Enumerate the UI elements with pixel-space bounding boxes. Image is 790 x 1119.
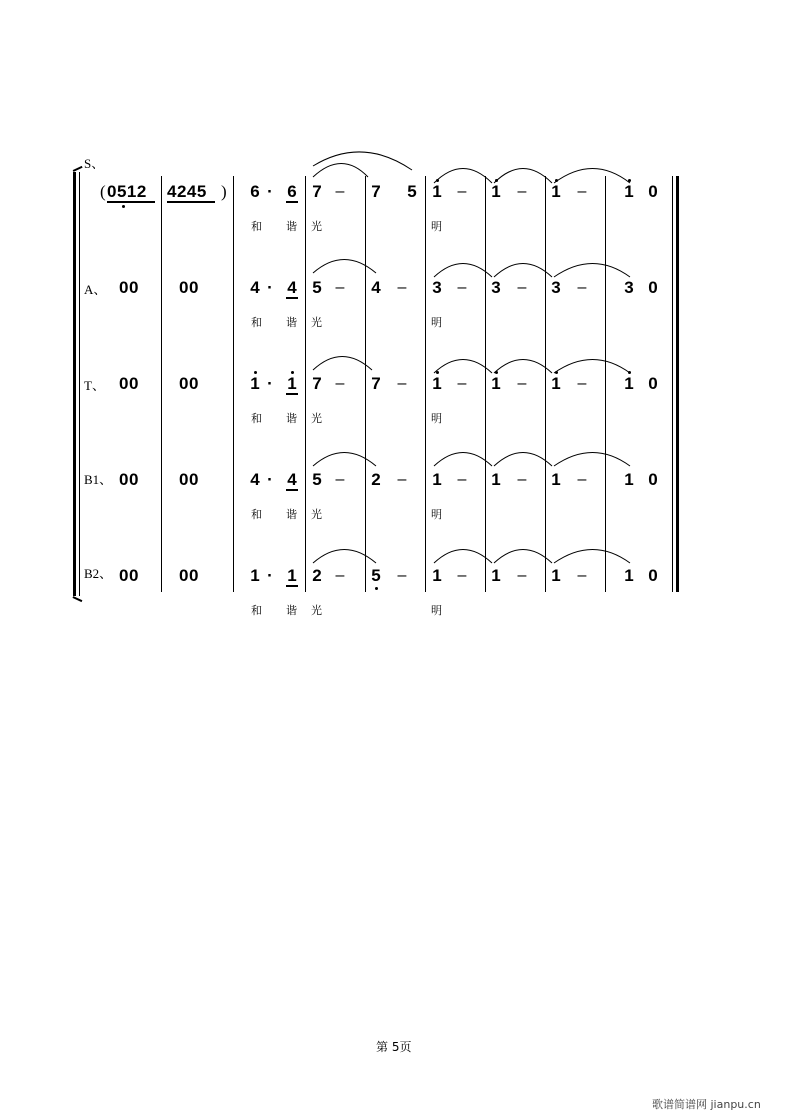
note: 2: [371, 470, 381, 489]
lyric: 和: [251, 316, 262, 329]
part-label: A、: [84, 282, 107, 297]
note: 7: [312, 374, 322, 393]
measure-notes: 00: [119, 374, 139, 393]
note: 4: [287, 470, 297, 489]
note: 6: [287, 182, 297, 201]
note: 1: [491, 374, 501, 393]
lyric: 和: [251, 508, 262, 521]
dash: –: [335, 183, 345, 200]
underline: [286, 489, 298, 491]
measure-notes: 00: [179, 566, 199, 585]
dash: –: [577, 471, 587, 488]
measure-notes: 00: [179, 470, 199, 489]
lyric: 明: [431, 604, 442, 617]
lyric: 明: [431, 412, 442, 425]
underline: [286, 201, 298, 203]
high-dot: [436, 371, 439, 374]
tie: [434, 169, 492, 184]
lyric: 光: [311, 604, 322, 617]
note: 1: [432, 182, 442, 201]
note: 1: [624, 182, 634, 201]
dash: –: [457, 183, 467, 200]
high-dot: [495, 371, 498, 374]
part-label: T、: [84, 378, 105, 393]
tie: [554, 169, 630, 184]
dash: –: [517, 375, 527, 392]
dot-duration: ·: [267, 278, 273, 297]
watermark: 歌谱简谱网 jianpu.cn: [652, 1098, 761, 1111]
page-number: 第 5页: [376, 1040, 412, 1054]
dash: –: [577, 375, 587, 392]
dash: –: [335, 471, 345, 488]
dash: –: [457, 471, 467, 488]
lyric: 光: [311, 508, 322, 521]
measure-notes: 00: [119, 470, 139, 489]
dash: –: [577, 279, 587, 296]
note: 0: [648, 182, 658, 201]
dash: –: [335, 567, 345, 584]
note: 2: [312, 566, 322, 585]
note: 3: [432, 278, 442, 297]
dot-duration: ·: [267, 182, 273, 201]
part-label: B1、: [84, 472, 113, 487]
note: 3: [491, 278, 501, 297]
note: 0: [648, 470, 658, 489]
note: 1: [491, 182, 501, 201]
high-dot: [495, 179, 498, 182]
lyric: 谐: [286, 412, 297, 425]
note: 1: [624, 374, 634, 393]
dash: –: [517, 567, 527, 584]
note: 1: [624, 470, 634, 489]
note: 1: [287, 566, 297, 585]
dash: –: [577, 567, 587, 584]
lyric: 谐: [286, 604, 297, 617]
dash: –: [397, 567, 407, 584]
note: 5: [312, 278, 322, 297]
underline: [286, 585, 298, 587]
high-dot: [555, 179, 558, 182]
note: 0: [648, 566, 658, 585]
dash: –: [517, 279, 527, 296]
dash: –: [517, 471, 527, 488]
note: 3: [551, 278, 561, 297]
dash: –: [335, 375, 345, 392]
note: 1: [287, 374, 297, 393]
high-dot: [436, 179, 439, 182]
low-dot: [122, 205, 125, 208]
note: 4: [371, 278, 381, 297]
dash: –: [577, 183, 587, 200]
tie: [313, 260, 376, 274]
dash: –: [457, 567, 467, 584]
tie: [494, 550, 552, 564]
measure-notes: 00: [119, 278, 139, 297]
note: 1: [551, 566, 561, 585]
measure-notes: 00: [179, 278, 199, 297]
note: 4: [287, 278, 297, 297]
dot-duration: ·: [267, 374, 273, 393]
lyric: 光: [311, 220, 322, 233]
high-dot: [555, 371, 558, 374]
lyric: 谐: [286, 508, 297, 521]
dash: –: [397, 471, 407, 488]
tie: [494, 453, 552, 467]
note: 1: [551, 182, 561, 201]
note: 1: [432, 566, 442, 585]
underline: [286, 393, 298, 395]
measure-notes: 0512: [107, 182, 147, 201]
high-dot: [291, 371, 294, 374]
lyric: 和: [251, 412, 262, 425]
low-dot: [375, 587, 378, 590]
tie: [494, 360, 552, 374]
tie: [554, 360, 630, 374]
lyric: 谐: [286, 316, 297, 329]
note: 1: [250, 374, 260, 393]
tie: [434, 360, 492, 374]
measure-notes: 00: [119, 566, 139, 585]
note: 7: [371, 374, 381, 393]
dot-duration: ·: [267, 470, 273, 489]
lyric: 光: [311, 412, 322, 425]
note: 5: [371, 566, 381, 585]
note: 1: [250, 566, 260, 585]
tie: [494, 264, 552, 278]
note: 6: [250, 182, 260, 201]
high-dot: [254, 371, 257, 374]
note: 1: [624, 566, 634, 585]
tie: [313, 550, 376, 564]
note: 0: [648, 278, 658, 297]
close-paren: ): [221, 182, 227, 201]
tie: [313, 453, 376, 467]
lyric: 谐: [286, 220, 297, 233]
dash: –: [457, 375, 467, 392]
part-label: S、: [84, 156, 105, 171]
tie: [313, 164, 368, 178]
note: 3: [624, 278, 634, 297]
dash: –: [517, 183, 527, 200]
tie: [554, 550, 630, 564]
high-dot: [628, 371, 631, 374]
tie: [313, 357, 372, 371]
note: 5: [407, 182, 417, 201]
dash: –: [457, 279, 467, 296]
dash: –: [335, 279, 345, 296]
tie: [313, 152, 412, 170]
tie: [554, 264, 630, 278]
lyric: 和: [251, 604, 262, 617]
note: 1: [551, 374, 561, 393]
note: 4: [250, 470, 260, 489]
underline: [167, 201, 215, 203]
note: 1: [432, 374, 442, 393]
open-paren: (: [100, 182, 106, 201]
lyric: 和: [251, 220, 262, 233]
note: 1: [491, 470, 501, 489]
high-dot: [628, 179, 631, 182]
lyric: 明: [431, 316, 442, 329]
note: 7: [312, 182, 322, 201]
lyric: 光: [311, 316, 322, 329]
note: 0: [648, 374, 658, 393]
tie: [434, 550, 492, 564]
note: 4: [250, 278, 260, 297]
tie: [434, 453, 492, 467]
lyric: 明: [431, 508, 442, 521]
measure-notes: 00: [179, 374, 199, 393]
part-label: B2、: [84, 566, 113, 581]
lyric: 明: [431, 220, 442, 233]
note: 7: [371, 182, 381, 201]
underline: [286, 297, 298, 299]
measure-notes: 4245: [167, 182, 207, 201]
note: 1: [491, 566, 501, 585]
note: 1: [432, 470, 442, 489]
dash: –: [397, 375, 407, 392]
dot-duration: ·: [267, 566, 273, 585]
tie: [434, 264, 492, 278]
note: 5: [312, 470, 322, 489]
note: 1: [551, 470, 561, 489]
tie: [494, 169, 552, 184]
dash: –: [397, 279, 407, 296]
tie: [554, 453, 630, 467]
underline: [107, 201, 155, 203]
